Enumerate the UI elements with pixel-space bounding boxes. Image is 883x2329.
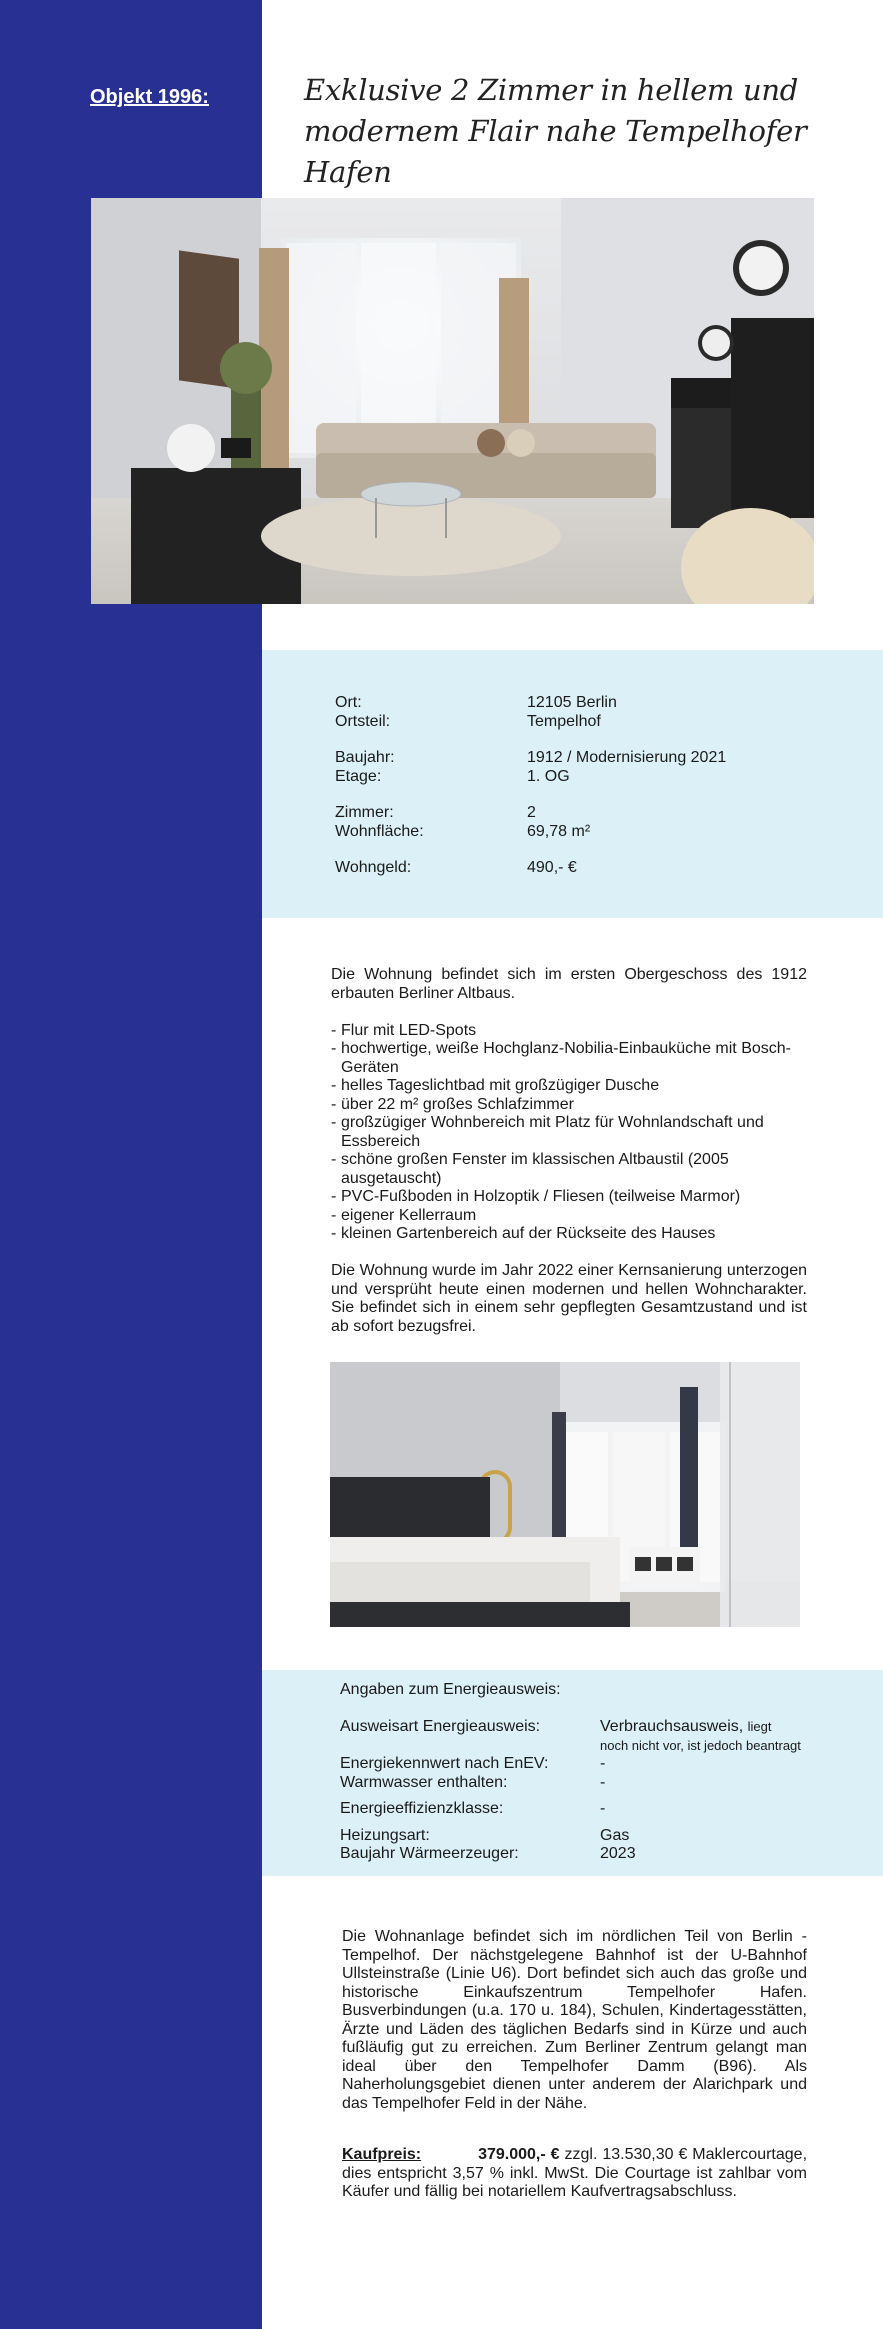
- fact-row: [335, 748, 795, 767]
- fact-value: 490,- €: [527, 859, 577, 876]
- property-facts: [335, 693, 795, 894]
- energy-label: Heizungsart:: [340, 1826, 430, 1844]
- fact-label: Ort:: [335, 694, 362, 711]
- fact-label: Wohngeld:: [335, 859, 412, 876]
- list-item: - schöne großen Fenster im klassischen Altbaustil (2005 ausgetauscht): [331, 1151, 807, 1188]
- price-amount: 379.000,- €: [478, 2146, 560, 2163]
- description-intro: Die Wohnung befindet sich im ersten Obergeschoss des 1912 erbauten Berliner Altbaus.: [331, 966, 807, 1002]
- energy-label: Ausweisart Energieausweis:: [340, 1718, 541, 1735]
- fact-value: 2: [527, 804, 536, 821]
- list-item: - kleinen Gartenbereich auf der Rückseite des Hauses: [331, 1225, 807, 1244]
- energy-certificate: [340, 1681, 810, 1864]
- bedroom-photo: [330, 1362, 800, 1627]
- list-item: - Flur mit LED-Spots: [331, 1022, 807, 1041]
- fact-row: [335, 693, 795, 712]
- fact-value: 69,78 m²: [527, 823, 591, 840]
- energy-value: 2023: [600, 1845, 636, 1862]
- fact-row: [335, 803, 795, 822]
- energy-value: -: [600, 1755, 606, 1772]
- certificate-note-inline: liegt: [747, 1719, 772, 1734]
- energy-row: [340, 1827, 810, 1846]
- fact-value: Tempelhof: [527, 713, 601, 730]
- apartment-description: [331, 966, 807, 1355]
- fact-row: [335, 767, 795, 786]
- description-closing: Die Wohnung wurde im Jahr 2022 einer Kernsanierung unterzogen und versprüht heute einen modernen und hellen Wohncharakter. Sie befindet sich in einem sehr gepflegten Gesamtzustand und ist ab sofort bezugsfrei.: [331, 1262, 807, 1335]
- fact-row: [335, 822, 795, 841]
- energy-value: -: [600, 1773, 606, 1791]
- fact-value: 12105 Berlin: [527, 694, 617, 711]
- energy-value: Gas: [600, 1826, 630, 1844]
- price-details: zzgl. 13.530,30 € Maklercourtage, dies entspricht 3,57 % inkl. MwSt. Die Courtage ist zahlbar vom Käufer und fällig bei notariellem Kaufvertragsabschluss.: [342, 2146, 808, 2200]
- page-title: Exklusive 2 Zimmer in hellem und modernem Flair nahe Tempelhofer Hafen: [304, 73, 807, 189]
- fact-group-building: [335, 748, 795, 786]
- certificate-note: noch nicht vor, ist jedoch beantragt: [600, 1737, 801, 1753]
- list-item: - hochwertige, weiße Hochglanz-Nobilia-Einbauküche mit Bosch-Geräten: [331, 1040, 807, 1077]
- list-item: - über 22 m² großes Schlafzimmer: [331, 1096, 807, 1115]
- fact-label: Ortsteil:: [335, 713, 391, 730]
- energy-label: Warmwasser enthalten:: [340, 1773, 508, 1791]
- fact-value: 1. OG: [527, 768, 570, 785]
- fact-group-fees: [335, 858, 795, 877]
- list-item: - großzügiger Wohnbereich mit Platz für Wohnlandschaft und Essbereich: [331, 1114, 807, 1151]
- price-section: [342, 2146, 807, 2202]
- energy-row: [340, 1718, 810, 1755]
- energy-value: [600, 1718, 810, 1755]
- list-item: - eigener Kellerraum: [331, 1207, 807, 1226]
- fact-label: Wohnfläche:: [335, 823, 424, 840]
- fact-row: [335, 858, 795, 877]
- energy-label: Energiekennwert nach EnEV:: [340, 1755, 549, 1772]
- energy-value: -: [600, 1800, 606, 1817]
- energy-row: [340, 1774, 810, 1793]
- fact-group-size: [335, 803, 795, 841]
- fact-group-location: [335, 693, 795, 731]
- fact-value: 1912 / Modernisierung 2021: [527, 749, 727, 766]
- fact-row: [335, 712, 795, 731]
- object-id: Objekt 1996:: [90, 86, 209, 108]
- energy-row: [340, 1755, 810, 1774]
- location-description: Die Wohnanlage befindet sich im nördlichen Teil von Berlin - Tempelhof. Der nächstgelegene Bahnhof ist der U-Bahnhof Ullsteinstraße (Linie U6). Dort befindet sich auch das große und historische Einkaufszentrum Tempelhofer Hafen. Busverbindungen (u.a. 170 u. 184), Schulen, Kindertagesstätten, Ärzte und Läden des täglichen Bedarfs sind in Kürze und auch fußläufig gut zu erreichen. Zum Berliner Zentrum gelangt man ideal über den Tempelhofer Damm (B96). Als Naherholungsgebiet dienen unter anderem der Alarichpark und das Tempelhofer Feld in der Nähe.: [342, 1928, 807, 2112]
- living-room-photo: [91, 198, 814, 604]
- list-item: - helles Tageslichtbad mit großzügiger Dusche: [331, 1077, 807, 1096]
- feature-list: [331, 1022, 807, 1244]
- certificate-type: Verbrauchsausweis,: [600, 1718, 744, 1735]
- list-item: - PVC-Fußboden in Holzoptik / Fliesen (teilweise Marmor): [331, 1188, 807, 1207]
- energy-title: Angaben zum Energieausweis:: [340, 1681, 561, 1698]
- fact-label: Baujahr:: [335, 749, 395, 766]
- fact-label: Zimmer:: [335, 804, 394, 821]
- fact-label: Etage:: [335, 768, 382, 785]
- energy-label: Energieeffizienzklasse:: [340, 1800, 504, 1817]
- price-label: Kaufpreis:: [342, 2146, 422, 2163]
- energy-row: [340, 1800, 810, 1819]
- energy-row: [340, 1845, 810, 1864]
- energy-label: Baujahr Wärmeerzeuger:: [340, 1845, 519, 1862]
